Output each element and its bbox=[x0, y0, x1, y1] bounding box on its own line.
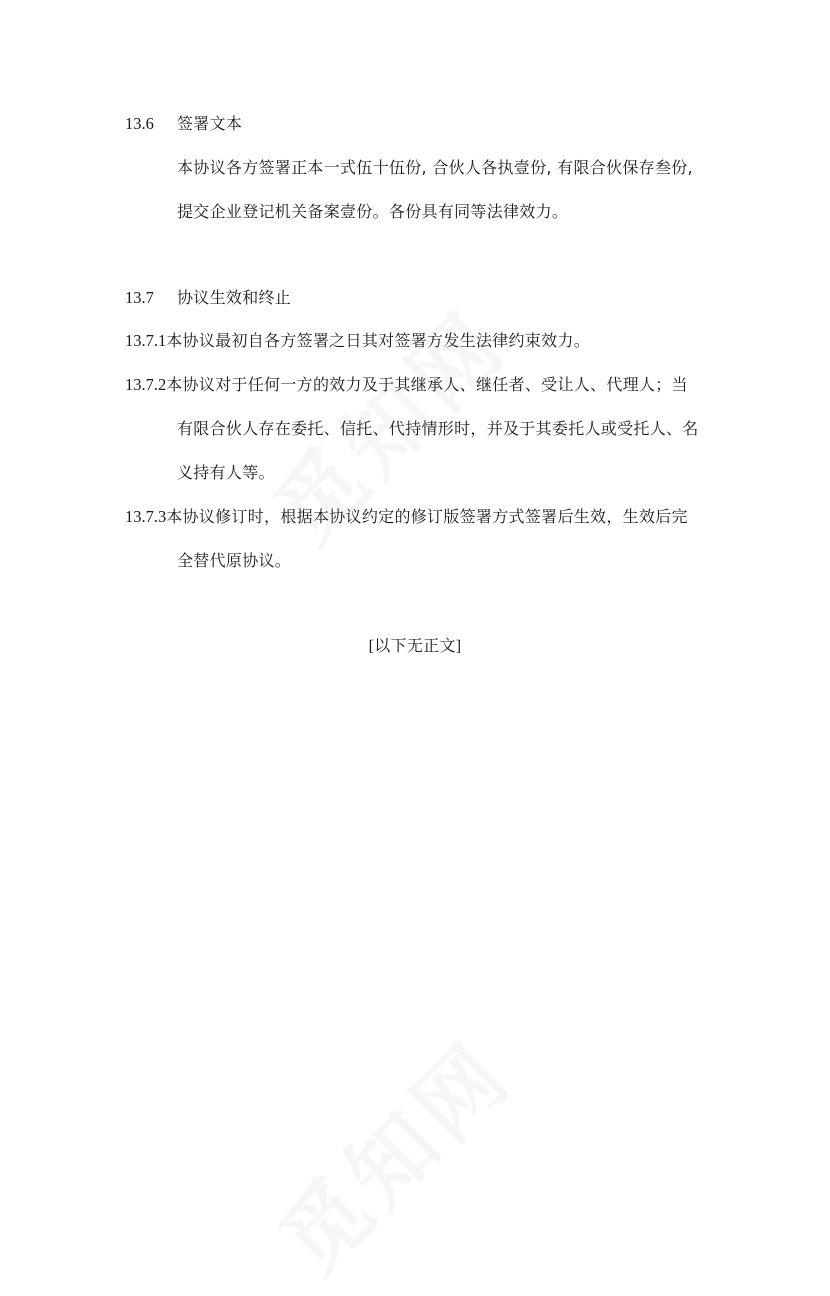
paragraph-line: 本协议各方签署正本一式伍十伍份, 合伙人各执壹份, 有限合伙保存叁份, bbox=[177, 158, 693, 177]
clause-text: 本协议对于任何一方的效力及于其继承人、继任者、受让人、代理人；当 bbox=[166, 375, 688, 394]
clause-text: 本协议最初自各方签署之日其对签署方发生法律约束效力。 bbox=[166, 331, 591, 350]
clause-13-7-2 bbox=[125, 374, 688, 396]
clause-13-7-1 bbox=[125, 330, 590, 352]
clause-continuation-line: 全替代原协议。 bbox=[177, 551, 292, 570]
clause-number: 13.7.2 bbox=[125, 375, 167, 394]
clause-text: 本协议修订时，根据本协议约定的修订版签署方式签署后生效，生效后完 bbox=[166, 507, 688, 526]
end-of-text-mark: [以下无正文] bbox=[368, 638, 462, 655]
section-number: 13.6 bbox=[125, 114, 154, 133]
clause-continuation-line: 义持有人等。 bbox=[177, 463, 275, 482]
clause-number: 13.7.3 bbox=[125, 507, 167, 526]
clause-13-7-3 bbox=[125, 506, 688, 528]
clause-continuation-line: 有限合伙人存在委托、信托、代持情形时，并及于其委托人或受托人、名 bbox=[177, 419, 699, 438]
section-title: 协议生效和终止 bbox=[177, 288, 292, 307]
watermark bbox=[247, 1008, 534, 1295]
paragraph-line: 提交企业登记机关备案壹份。各份具有同等法律效力。 bbox=[177, 202, 569, 221]
section-number: 13.7 bbox=[125, 288, 154, 307]
section-title: 签署文本 bbox=[177, 114, 243, 133]
clause-number: 13.7.1 bbox=[125, 331, 167, 350]
